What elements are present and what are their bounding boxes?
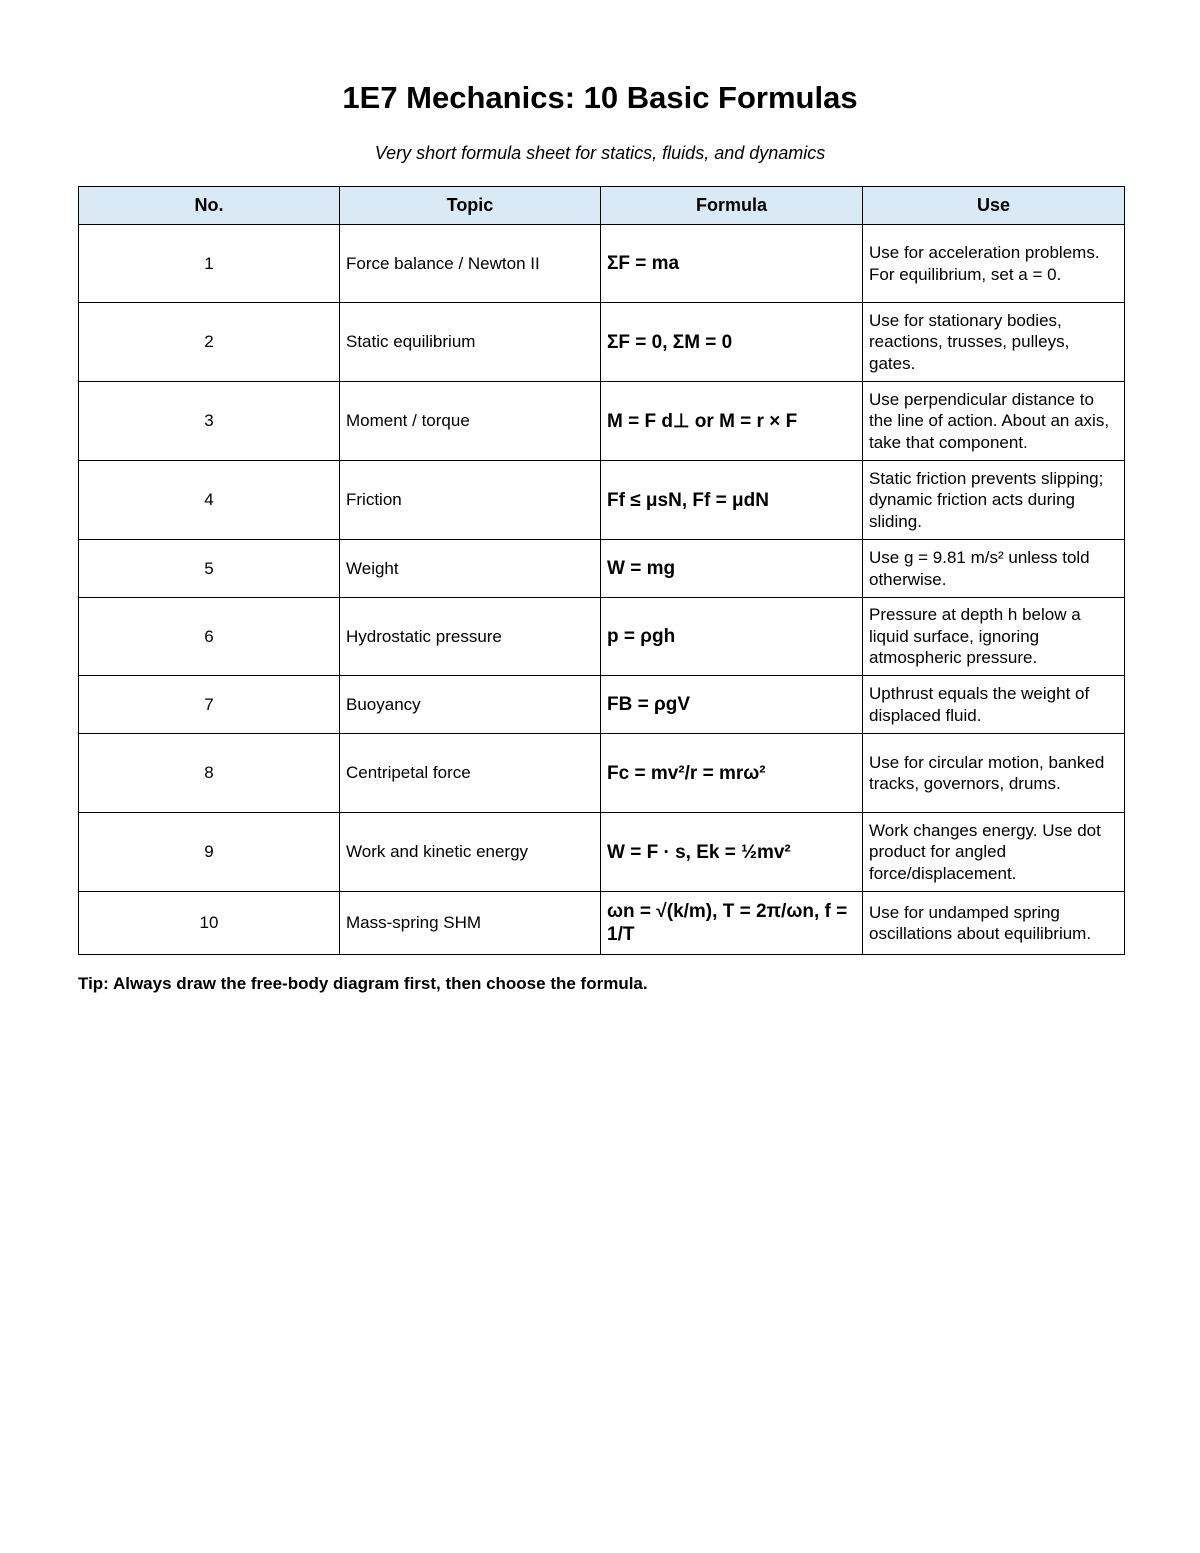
row-topic: Centripetal force: [340, 734, 601, 813]
table-row: [79, 676, 1125, 734]
row-use: Use for circular motion, banked tracks, governors, drums.: [863, 734, 1125, 813]
table-row: [79, 303, 1125, 382]
table-row: [79, 540, 1125, 598]
row-number: 8: [79, 734, 340, 813]
row-formula: FB = ρgV: [601, 676, 863, 734]
row-topic: Moment / torque: [340, 382, 601, 461]
table-row: [79, 225, 1125, 303]
row-topic: Mass-spring SHM: [340, 892, 601, 955]
row-formula: ΣF = 0, ΣM = 0: [601, 303, 863, 382]
row-use: Static friction prevents slipping; dynamic friction acts during sliding.: [863, 461, 1125, 540]
row-use: Use for stationary bodies, reactions, trusses, pulleys, gates.: [863, 303, 1125, 382]
row-number: 7: [79, 676, 340, 734]
row-formula: p = ρgh: [601, 598, 863, 676]
header-formula: Formula: [601, 187, 863, 225]
table-row: [79, 734, 1125, 813]
row-number: 6: [79, 598, 340, 676]
row-formula: W = F · s, Ek = ½mv²: [601, 813, 863, 892]
row-use: Upthrust equals the weight of displaced fluid.: [863, 676, 1125, 734]
row-topic: Work and kinetic energy: [340, 813, 601, 892]
row-use: Use g = 9.81 m/s² unless told otherwise.: [863, 540, 1125, 598]
row-topic: Buoyancy: [340, 676, 601, 734]
row-use: Use perpendicular distance to the line of action. About an axis, take that component.: [863, 382, 1125, 461]
row-topic: Force balance / Newton II: [340, 225, 601, 303]
row-formula: W = mg: [601, 540, 863, 598]
row-formula: ΣF = ma: [601, 225, 863, 303]
table-header-row: [79, 187, 1125, 225]
row-number: 9: [79, 813, 340, 892]
table-row: [79, 892, 1125, 955]
row-use: Work changes energy. Use dot product for angled force/displacement.: [863, 813, 1125, 892]
header-no: No.: [79, 187, 340, 225]
row-formula: M = F d⊥ or M = r × F: [601, 382, 863, 461]
row-topic: Hydrostatic pressure: [340, 598, 601, 676]
row-formula: Ff ≤ μsN, Ff = μdN: [601, 461, 863, 540]
row-number: 5: [79, 540, 340, 598]
header-use: Use: [863, 187, 1125, 225]
table-row: [79, 461, 1125, 540]
row-topic: Static equilibrium: [340, 303, 601, 382]
row-topic: Weight: [340, 540, 601, 598]
page-title: 1E7 Mechanics: 10 Basic Formulas: [342, 80, 858, 115]
row-topic: Friction: [340, 461, 601, 540]
page-subtitle: Very short formula sheet for statics, fluids, and dynamics: [374, 143, 826, 163]
row-use: Pressure at depth h below a liquid surface, ignoring atmospheric pressure.: [863, 598, 1125, 676]
row-formula: Fc = mv²/r = mrω²: [601, 734, 863, 813]
row-number: 4: [79, 461, 340, 540]
row-number: 2: [79, 303, 340, 382]
table-row: [79, 813, 1125, 892]
row-use: Use for acceleration problems. For equilibrium, set a = 0.: [863, 225, 1125, 303]
row-formula: ωn = √(k/m), T = 2π/ωn, f = 1/T: [601, 892, 863, 955]
header-topic: Topic: [340, 187, 601, 225]
row-number: 3: [79, 382, 340, 461]
row-number: 10: [79, 892, 340, 955]
table-row: [79, 382, 1125, 461]
formula-table: [78, 186, 1125, 955]
row-number: 1: [79, 225, 340, 303]
tip-note: Tip: Always draw the free-body diagram first, then choose the formula.: [78, 974, 648, 993]
row-use: Use for undamped spring oscillations about equilibrium.: [863, 892, 1125, 955]
table-row: [79, 598, 1125, 676]
